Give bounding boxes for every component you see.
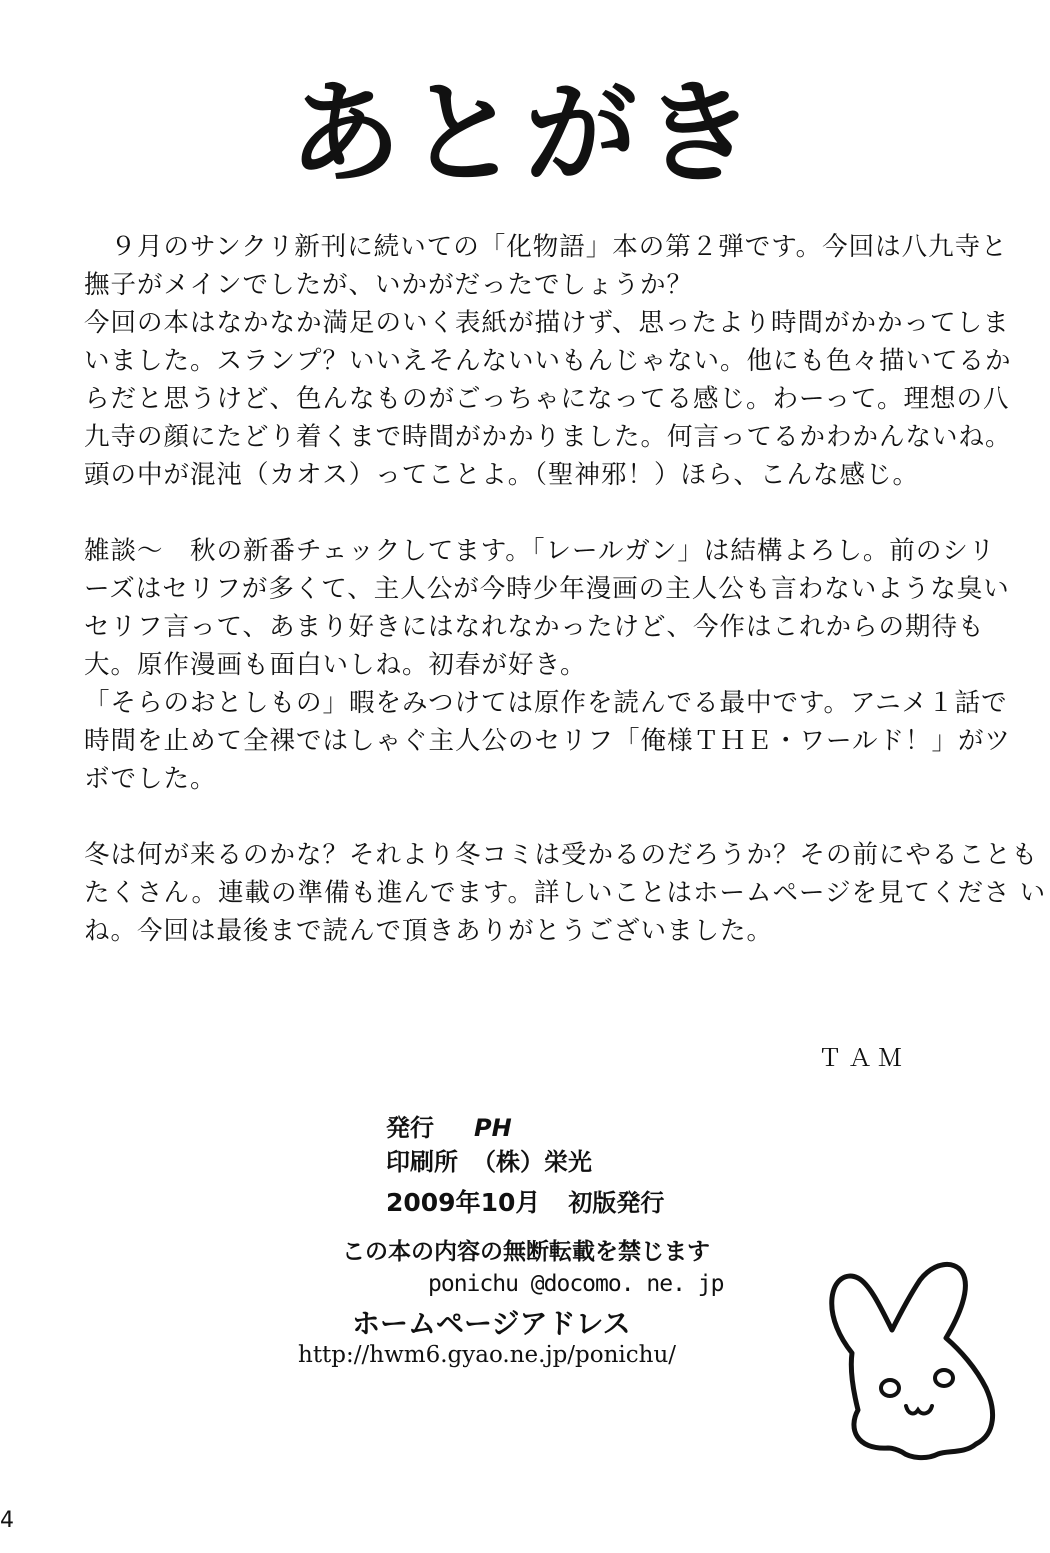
text-line: 今回の本はなかなか満足のいく表紙が描けず、思ったより時間がかかってしま xyxy=(84,308,1010,338)
page-title: あとがき xyxy=(289,69,761,199)
publication-date: 2009年10月 xyxy=(386,1188,541,1217)
text-line: 「そらのおとしもの」暇をみつけては原作を読んでる最中です。アニメ１話で xyxy=(84,688,1008,718)
text-line: 大。原作漫画も面白いしね。初春が好き。 xyxy=(84,650,587,680)
publisher-name: PH xyxy=(474,1114,512,1142)
text-line: らだと思うけど、色んなものがごっちゃになってる感じ。わーって。理想の八 xyxy=(84,384,1010,414)
homepage-label: ホームページアドレス xyxy=(352,1307,631,1340)
publisher-row xyxy=(386,1108,512,1143)
afterword-body xyxy=(84,228,1047,950)
text-line: たくさん。連載の準備も進んでます。詳しいことはホームページを見てくださ い xyxy=(84,878,1047,908)
text-line: 冬は何が来るのかな？それより冬コミは受かるのだろうか？その前にやることも xyxy=(84,840,1039,870)
bunny-mascot-icon xyxy=(826,1258,1016,1470)
text-line: 時間を止めて全裸ではしゃぐ主人公のセリフ「俺様ＴＨＥ・ワールド！」がツ xyxy=(84,726,1011,756)
printer-row xyxy=(386,1142,592,1177)
printer-label: 印刷所 xyxy=(386,1148,458,1176)
email-address: ponichu @docomo. ne. jp xyxy=(428,1271,724,1297)
text-line: ね。今回は最後まで読んで頂きありがとうございました。 xyxy=(84,916,774,946)
text-line: セリフ言って、あまり好きにはなれなかったけど、今作はこれからの期待も xyxy=(84,612,985,642)
printer-name: （株）栄光 xyxy=(472,1148,592,1176)
paragraph-1 xyxy=(84,228,1014,494)
homepage-url[interactable]: http://hwm6.gyao.ne.jp/ponichu/ xyxy=(298,1342,677,1368)
paragraph-2 xyxy=(84,532,1014,798)
text-line: 九寺の顔にたどり着くまで時間がかかりました。何言ってるかわかんないね。 xyxy=(84,422,1012,452)
page-number: 4 xyxy=(0,1508,14,1533)
text-line: ーズはセリフが多くて、主人公が今時少年漫画の主人公も言わないような臭い xyxy=(84,574,1010,604)
edition-label: 初版発行 xyxy=(568,1189,665,1217)
text-line: ボでした。 xyxy=(84,764,217,794)
text-line: 雑談～ 秋の新番チェックしてます。「レールガン」は結構よろし。前のシリ xyxy=(84,536,996,566)
copyright-notice: この本の内容の無断転載を禁じます xyxy=(342,1239,710,1265)
date-row xyxy=(386,1183,664,1219)
text-line: 撫子がメインでしたが、いかがだったでしょうか？ xyxy=(84,270,693,300)
text-line: 頭の中が混沌（カオス）ってことよ。（聖神邪！）ほら、こんな感じ。 xyxy=(84,460,919,490)
text-line: ９月のサンクリ新刊に続いての「化物語」本の第２弾です。今回は八九寺と xyxy=(84,232,1008,262)
author-signature: ＴＡＭ xyxy=(818,1044,908,1072)
publisher-label: 発行 xyxy=(386,1114,434,1142)
text-line: いました。スランプ？いいえそんないいもんじゃない。他にも色々描いてるか xyxy=(84,346,1012,376)
paragraph-3 xyxy=(84,836,1047,950)
